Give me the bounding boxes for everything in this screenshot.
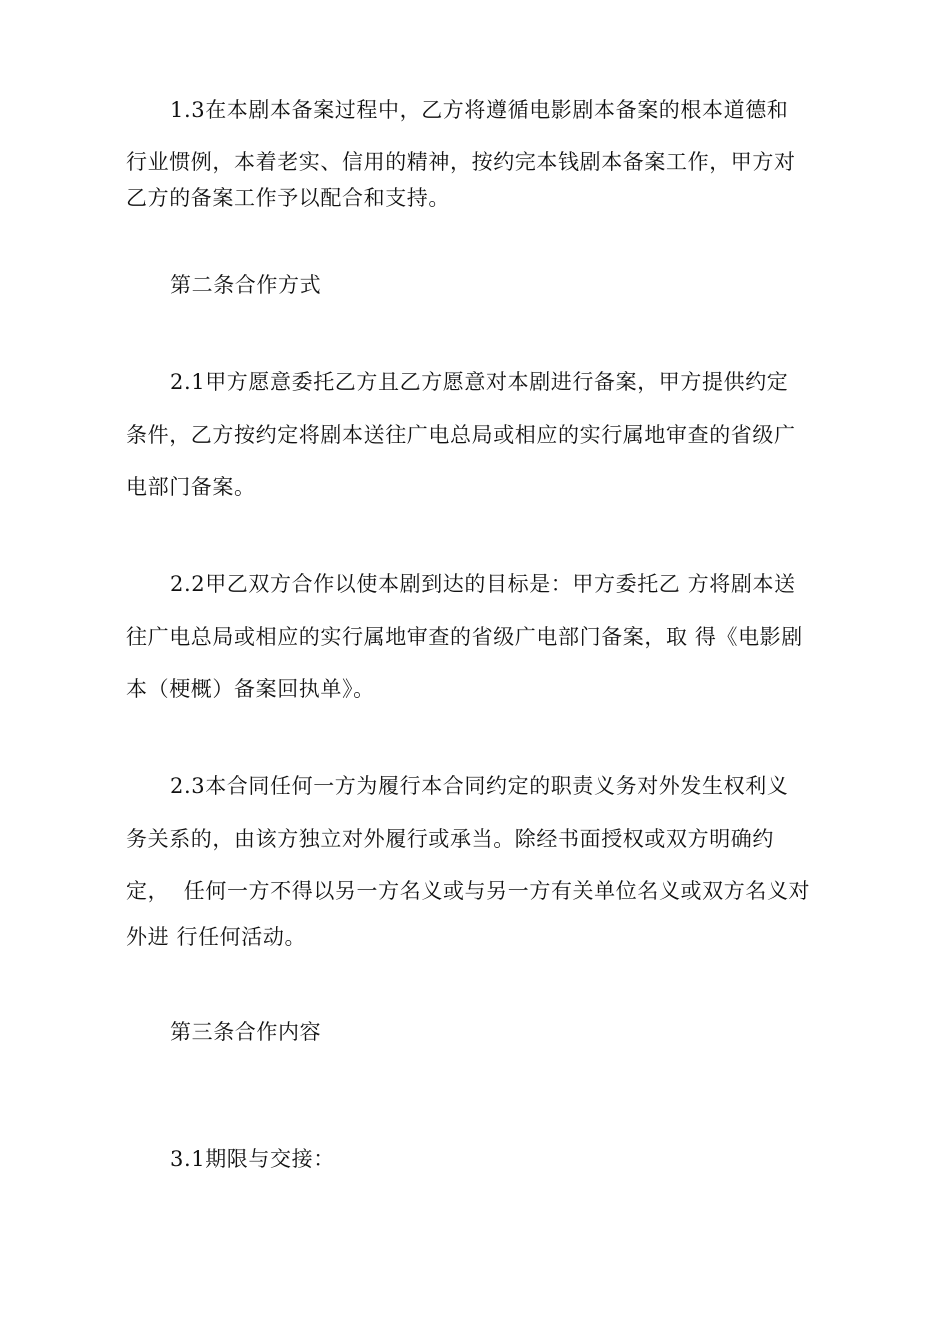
paragraph-line: 往广电总局或相应的实行属地审查的省级广电部门备案，取 得《电影剧 — [126, 625, 803, 649]
paragraph-line: 行业惯例，本着老实、信用的精神，按约完本钱剧本备案工作，甲方对 — [126, 150, 796, 174]
paragraph-line: 2.3本合同任何一方为履行本合同约定的职责义务对外发生权利义 — [170, 774, 789, 798]
paragraph-line: 条件，乙方按约定将剧本送往广电总局或相应的实行属地审查的省级广 — [126, 423, 796, 447]
paragraph-line: 务关系的，由该方独立对外履行或承当。除经书面授权或双方明确约 — [126, 827, 774, 851]
paragraph-line: 3.1期限与交接： — [170, 1147, 335, 1171]
section-heading: 第二条合作方式 — [170, 273, 322, 297]
paragraph-line: 1.3在本剧本备案过程中，乙方将遵循电影剧本备案的根本道德和 — [170, 98, 789, 122]
paragraph-line: 定， 任何一方不得以另一方名义或与另一方有关单位名义或双方名义对 — [126, 879, 811, 903]
paragraph-line: 乙方的备案工作予以配合和支持。 — [126, 186, 450, 210]
paragraph-line: 2.2甲乙双方合作以使本剧到达的目标是：甲方委托乙 方将剧本送 — [170, 572, 796, 596]
paragraph-line: 外进 行任何活动。 — [126, 925, 307, 949]
section-heading: 第三条合作内容 — [170, 1020, 322, 1044]
paragraph-line: 本（梗概）备案回执单》。 — [126, 677, 375, 701]
paragraph-line: 电部门备案。 — [126, 475, 256, 499]
paragraph-line: 2.1甲方愿意委托乙方且乙方愿意对本剧进行备案，甲方提供约定 — [170, 370, 789, 394]
